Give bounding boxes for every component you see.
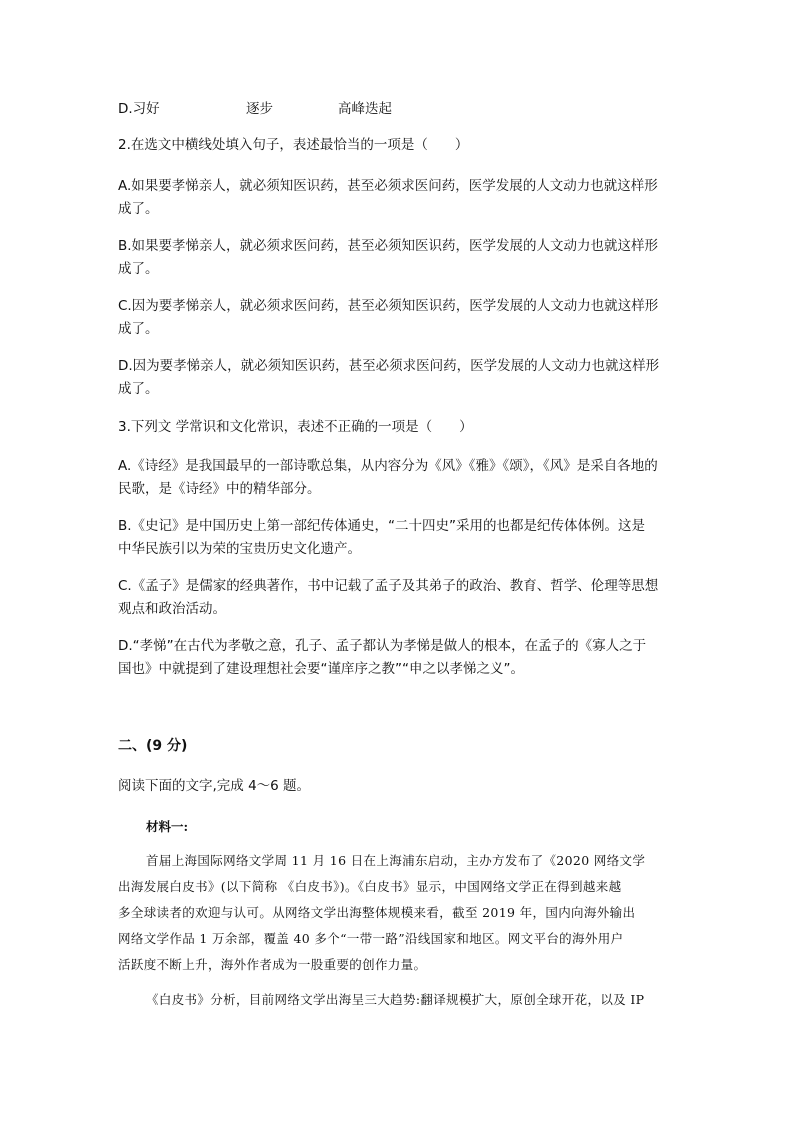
material-1-title: 材料一: [146, 819, 189, 834]
section-2-instruction: 阅读下面的文字,完成 4～6 题。 [118, 778, 311, 794]
material-1-p1-line5: 活跃度不断上升，海外作者成为一股重要的创作力量。 [118, 957, 427, 972]
q2-option-c-line2: 成了。 [118, 321, 159, 337]
q1-option-d-word2: 逐步 [246, 101, 273, 117]
q3-option-d-line2: 国也》中就提到了建设理想社会要“谨庠序之教”“申之以孝悌之义”。 [118, 661, 524, 677]
q2-option-c-line1: C.因为要孝悌亲人，就必须求医问药，甚至必须知医识药，医学发展的人文动力也就这样形 [118, 298, 659, 314]
q2-stem: 2.在选文中横线处填入句子，表述最恰当的一项是（ ） [118, 137, 469, 153]
q2-option-b-line1: B.如果要孝悌亲人，就必须求医问药，甚至必须知医识药，医学发展的人文动力也就这样形 [118, 238, 659, 254]
material-1-p1-line4: 网络文学作品 1 万余部，覆盖 40 多个“一带一路”沿线国家和地区。网文平台的海外用户 [118, 931, 624, 946]
q3-option-b-line1: B.《史记》是中国历史上第一部纪传体通史，“二十四史”采用的也都是纪传体体例。这是 [118, 518, 646, 534]
q3-option-b-line2: 中华民族引以为荣的宝贵历史文化遗产。 [118, 541, 361, 557]
q3-stem: 3.下列文 学常识和文化常识，表述不正确的一项是（ ） [118, 419, 473, 435]
material-1-p1-line3: 多全球读者的欢迎与认可。从网络文学出海整体规模来看，截至 2019 年，国内向海外输出 [118, 905, 636, 920]
q3-option-a-line2: 民歌，是《诗经》中的精华部分。 [118, 481, 321, 497]
q3-option-d-line1: D.“孝悌”在古代为孝敬之意，孔子、孟子都认为孝悌是做人的根本，在孟子的《寡人之于 [118, 638, 647, 654]
section-2-heading: 二、(9 分) [118, 738, 188, 754]
q3-option-c-line2: 观点和政治活动。 [118, 601, 226, 617]
material-1-p1-line2: 出海发展白皮书》(以下简称 《白皮书》)。《白皮书》显示，中国网络文学正在得到越来越 [118, 879, 622, 894]
material-1-p1-line1: 首届上海国际网络文学周 11 月 16 日在上海浦东启动，主办方发布了《2020 网络文学 [146, 853, 646, 868]
q2-option-d-line1: D.因为要孝悌亲人，就必须知医识药，甚至必须求医问药，医学发展的人文动力也就这样形 [118, 358, 660, 374]
q1-option-d-word3: 高峰迭起 [338, 101, 392, 117]
q3-option-c-line1: C.《孟子》是儒家的经典著作，书中记载了孟子及其弟子的政治、教育、哲学、伦理等思想 [118, 578, 659, 594]
q1-option-d-label: D.习好 [118, 101, 160, 117]
q2-option-a-line2: 成了。 [118, 201, 159, 217]
q2-option-b-line2: 成了。 [118, 261, 159, 277]
q2-option-a-line1: A.如果要孝悌亲人，就必须知医识药，甚至必须求医问药，医学发展的人文动力也就这样形 [118, 178, 658, 194]
material-1-p2-line1: 《白皮书》分析，目前网络文学出海呈三大趋势:翻译规模扩大，原创全球开花，以及 IP [146, 992, 645, 1007]
q3-option-a-line1: A.《诗经》是我国最早的一部诗歌总集，从内容分为《风》《雅》《颂》，《风》是采自各地的 [118, 458, 658, 474]
q2-option-d-line2: 成了。 [118, 381, 159, 397]
